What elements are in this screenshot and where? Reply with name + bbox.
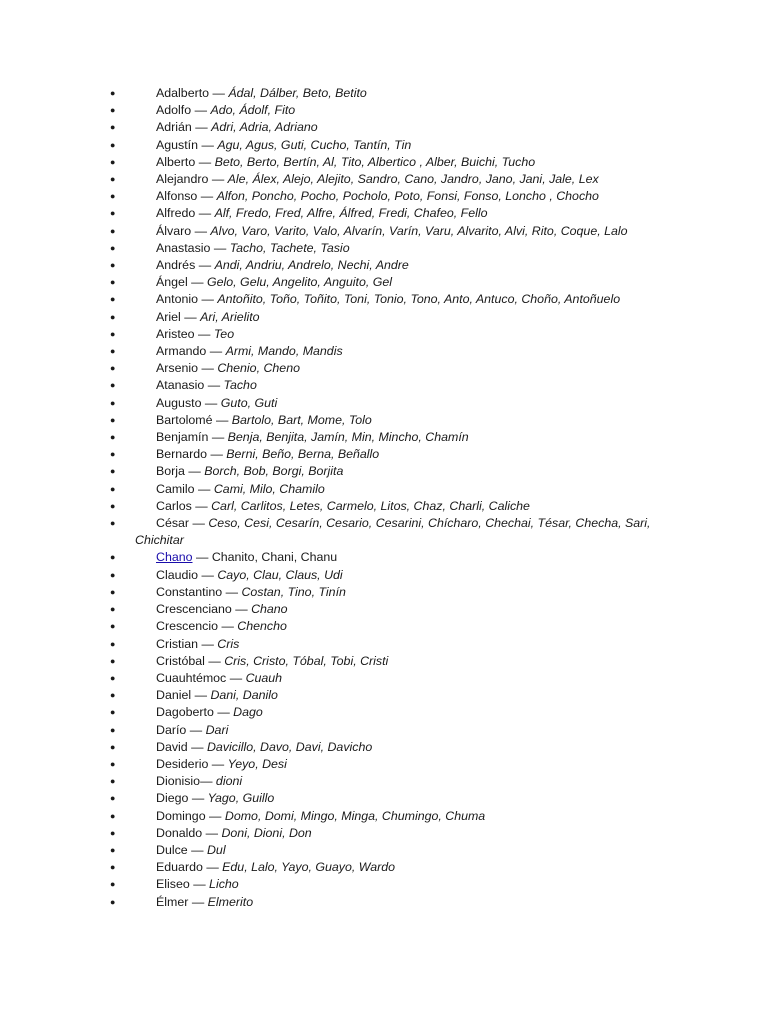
list-item (0, 859, 768, 876)
separator-dash: — (217, 705, 230, 720)
list-item (0, 188, 768, 205)
bullet-icon: ● (110, 397, 116, 408)
nickname-list-text: Dago (233, 705, 263, 720)
given-name: Dagoberto (156, 705, 214, 720)
nickname-list-text: Alf, Fredo, Fred, Alfre, Álfred, Fredi, Chafeo, Fello (214, 206, 488, 221)
separator-dash: — (211, 430, 225, 445)
given-name: Daniel (156, 688, 192, 703)
separator-dash: — (191, 739, 204, 754)
separator-dash: — (191, 791, 205, 806)
given-name: Augusto (156, 395, 202, 410)
separator-dash: — (198, 206, 212, 221)
bullet-icon: ● (110, 311, 116, 322)
separator-dash: — (229, 670, 243, 685)
given-name: Alfonso (156, 189, 198, 204)
nickname-list-text: dioni (215, 774, 243, 789)
nickname-list-text: Chanito, Chani, Chanu (211, 550, 338, 565)
separator-dash: — (201, 361, 214, 376)
bullet-icon: ● (110, 724, 116, 735)
given-name: Carlos (156, 498, 192, 513)
nickname-list-text: Tacho (223, 378, 257, 393)
bullet-icon: ● (110, 156, 116, 167)
bullet-icon: ● (110, 552, 116, 563)
nickname-list-text: Bartolo, Bart, Mome, Tolo (231, 412, 372, 427)
bullet-icon: ● (110, 844, 116, 855)
list-item (0, 154, 768, 171)
nickname-list-text: Gelo, Gelu, Angelito, Anguito, Gel (207, 275, 393, 290)
given-name: Claudio (156, 567, 199, 582)
separator-dash: — (200, 774, 213, 789)
bullet-icon: ● (110, 363, 116, 374)
separator-dash: — (194, 688, 207, 703)
separator-dash: — (195, 498, 208, 513)
given-name: Adalberto (156, 86, 210, 100)
separator-dash: — (198, 258, 212, 273)
separator-dash: — (201, 636, 214, 651)
given-name: Andrés (156, 258, 196, 273)
separator-dash: — (195, 120, 208, 135)
bullet-icon: ● (110, 346, 116, 357)
name-link[interactable]: Chano (156, 550, 193, 565)
separator-dash: — (194, 223, 207, 238)
bullet-icon: ● (110, 776, 116, 787)
list-item (0, 85, 768, 102)
list-item (0, 498, 768, 515)
nickname-list-text: Elmerito (207, 894, 254, 909)
list-item (0, 790, 768, 807)
nickname-list-text: Alvo, Varo, Varito, Valo, Alvarín, Varín, Varu, Alvarito, Alvi, Rito, Coque, Lalo (210, 223, 628, 238)
given-name: Desiderio (156, 756, 209, 771)
bullet-icon: ● (110, 638, 116, 649)
list-item (0, 601, 768, 618)
given-name: Alfredo (156, 206, 196, 221)
list-item (0, 274, 768, 291)
bullet-icon: ● (110, 655, 116, 666)
nickname-list-text: Ádal, Dálber, Beto, Betito (228, 86, 367, 100)
nickname-list-text: Cayo, Clau, Claus, Udi (217, 567, 343, 582)
separator-dash: — (200, 189, 214, 204)
list-item (0, 446, 768, 463)
given-name: Élmer (156, 894, 189, 909)
bullet-icon: ● (110, 225, 116, 236)
list-item (0, 670, 768, 687)
nickname-list-text: Beto, Berto, Bertín, Al, Tito, Albertico , Alber, Buichi, Tucho (214, 154, 536, 169)
separator-dash: — (211, 756, 225, 771)
nickname-list-text: Edu, Lalo, Yayo, Guayo, Wardo (222, 860, 396, 875)
separator-dash: — (191, 842, 204, 857)
list-item (0, 205, 768, 222)
given-name: Diego (156, 791, 189, 806)
given-name: Álvaro (156, 223, 192, 238)
nickname-list-text: Yeyo, Desi (227, 756, 287, 771)
nickname-list-text: Carl, Carlitos, Letes, Carmelo, Litos, Chaz, Charli, Caliche (211, 498, 530, 513)
separator-dash: — (198, 326, 211, 341)
list-item (0, 309, 768, 326)
list-item (0, 894, 768, 911)
nickname-list-text: Davicillo, Davo, Davi, Davicho (206, 739, 373, 754)
bullet-icon: ● (110, 414, 116, 425)
separator-dash: — (205, 825, 219, 840)
separator-dash: — (209, 808, 222, 823)
nickname-list-text: Alfon, Poncho, Pocho, Pocholo, Poto, Fonsi, Fonso, Loncho , Chocho (216, 189, 599, 204)
nickname-list-text: Dani, Danilo (210, 688, 278, 703)
list-item (0, 395, 768, 412)
nickname-list-text: Antoñito, Toño, Toñito, Toni, Tonio, Tono, Anto, Antuco, Choño, Antoñuelo (217, 292, 621, 307)
given-name: Donaldo (156, 825, 203, 840)
list-item (0, 119, 768, 136)
given-name: Cristóbal (156, 653, 205, 668)
given-name: Aristeo (156, 326, 195, 341)
given-name: Dionisio (156, 774, 201, 789)
list-item (0, 773, 768, 790)
bullet-icon: ● (110, 586, 116, 597)
list-item (0, 481, 768, 498)
given-name: Armando (156, 344, 207, 359)
nickname-list-text: Armi, Mando, Mandis (225, 344, 343, 359)
nickname-list-text: Agu, Agus, Guti, Cucho, Tantín, Tin (217, 137, 412, 152)
separator-dash: — (195, 550, 209, 565)
separator-dash: — (201, 292, 214, 307)
nickname-list-text: Costan, Tino, Tinín (241, 584, 346, 599)
bullet-icon: ● (110, 879, 116, 890)
bullet-icon: ● (110, 88, 116, 98)
bullet-icon: ● (110, 191, 116, 202)
given-name: Atanasio (156, 378, 205, 393)
bullet-icon: ● (110, 810, 116, 821)
list-item (0, 463, 768, 480)
list-item (0, 842, 768, 859)
bullet-icon: ● (110, 604, 116, 615)
list-item (0, 687, 768, 704)
nickname-list-text: Chano (251, 602, 288, 617)
nickname-list-text: Domo, Domi, Mingo, Minga, Chumingo, Chuma (224, 808, 486, 823)
separator-dash: — (208, 653, 221, 668)
list-item (0, 618, 768, 635)
bullet-icon: ● (110, 518, 116, 529)
bullet-icon: ● (110, 707, 116, 718)
given-name: Ángel (156, 275, 188, 290)
bullet-icon: ● (110, 242, 116, 253)
bullet-icon: ● (110, 896, 116, 907)
nickname-list-text: Borch, Bob, Borgi, Borjita (204, 464, 344, 479)
nickname-list-text: Chenio, Cheno (217, 361, 300, 376)
list-item (0, 653, 768, 670)
list-item (0, 722, 768, 739)
nickname-list-text: Ceso, Cesi, Cesarín, Cesario, Cesarini, Chícharo, Chechai, Tésar, Checha, Sari, Chichitar (135, 516, 651, 548)
given-name: Dulce (156, 842, 188, 857)
list-item (0, 360, 768, 377)
list-item (0, 171, 768, 188)
list-item (0, 102, 768, 119)
separator-dash: — (194, 103, 207, 118)
bullet-icon: ● (110, 827, 116, 838)
separator-dash: — (192, 516, 205, 531)
bullet-icon: ● (110, 328, 116, 339)
nickname-list-text: Ari, Arielito (200, 309, 260, 324)
nickname-list-text: Andi, Andriu, Andrelo, Nechi, Andre (214, 258, 409, 273)
bullet-icon: ● (110, 483, 116, 494)
list-item (0, 429, 768, 446)
separator-dash: — (221, 619, 234, 634)
list-item (0, 223, 768, 240)
list-item (0, 756, 768, 773)
bullet-icon: ● (110, 277, 116, 288)
given-name: David (156, 739, 188, 754)
bullet-icon: ● (110, 621, 116, 632)
list-item (0, 704, 768, 721)
list-item (0, 876, 768, 893)
given-name: Bernardo (156, 447, 207, 462)
bullet-icon: ● (110, 449, 116, 460)
list-item (0, 808, 768, 825)
given-name: Antonio (156, 292, 199, 307)
nickname-list-text: Tacho, Tachete, Tasio (229, 240, 350, 255)
given-name: Crescenciano (156, 602, 232, 617)
bullet-icon: ● (110, 758, 116, 769)
separator-dash: — (198, 154, 212, 169)
given-name: Arsenio (156, 361, 199, 376)
separator-dash: — (211, 172, 225, 187)
separator-dash: — (210, 447, 223, 462)
given-name: Darío (156, 722, 187, 737)
given-name: Alejandro (156, 172, 209, 187)
given-name: Camilo (156, 481, 195, 496)
given-name: Benjamín (156, 430, 209, 445)
nickname-list-text: Guto, Guti (220, 395, 278, 410)
list-item (0, 291, 768, 308)
list-item (0, 343, 768, 360)
bullet-icon: ● (110, 672, 116, 683)
list-item (0, 636, 768, 653)
given-name: César (156, 516, 190, 531)
separator-dash: — (225, 584, 238, 599)
bullet-icon: ● (110, 569, 116, 580)
separator-dash: — (215, 412, 229, 427)
nickname-list-text: Benja, Benjita, Jamín, Min, Mincho, Chamín (227, 430, 469, 445)
bullet-icon: ● (110, 793, 116, 804)
nickname-list (0, 85, 768, 911)
list-item (0, 137, 768, 154)
bullet-icon: ● (110, 174, 116, 185)
bullet-icon: ● (110, 862, 116, 873)
given-name: Constantino (156, 584, 223, 599)
nickname-list-text: Cami, Milo, Chamilo (213, 481, 325, 496)
separator-dash: — (206, 860, 219, 875)
bullet-icon: ● (110, 260, 116, 271)
list-item (0, 240, 768, 257)
given-name: Crescencio (156, 619, 218, 634)
list-item (0, 515, 768, 549)
given-name: Alberto (156, 154, 196, 169)
bullet-icon: ● (110, 380, 116, 391)
nickname-list-text: Adri, Adria, Adriano (211, 120, 318, 135)
separator-dash: — (198, 481, 211, 496)
nickname-list-text: Dari (205, 722, 229, 737)
separator-dash: — (213, 240, 227, 255)
nickname-list-text: Licho (209, 877, 239, 892)
nickname-list-text: Teo (213, 326, 235, 341)
bullet-icon: ● (110, 500, 116, 511)
nickname-list-text: Ado, Ádolf, Fito (210, 103, 296, 118)
given-name: Anastasio (156, 240, 211, 255)
bullet-icon: ● (110, 741, 116, 752)
list-item (0, 584, 768, 601)
separator-dash: — (235, 602, 248, 617)
separator-dash: — (189, 722, 203, 737)
given-name: Cuauhtémoc (156, 670, 227, 685)
bullet-icon: ● (110, 690, 116, 701)
given-name: Bartolomé (156, 412, 213, 427)
nickname-list-text: Dul (206, 842, 226, 857)
list-item (0, 257, 768, 274)
separator-dash: — (201, 567, 214, 582)
bullet-icon: ● (110, 466, 116, 477)
nickname-list-text: Doni, Dioni, Don (221, 825, 312, 840)
given-name: Eduardo (156, 860, 203, 875)
list-item (0, 739, 768, 756)
separator-dash: — (204, 395, 218, 410)
list-item (0, 825, 768, 842)
bullet-icon: ● (110, 122, 116, 133)
given-name: Cristian (156, 636, 198, 651)
nickname-list-text: Chencho (237, 619, 287, 634)
separator-dash: — (193, 877, 206, 892)
bullet-icon: ● (110, 208, 116, 219)
nickname-list-text: Cuauh (245, 670, 283, 685)
separator-dash: — (191, 894, 205, 909)
given-name: Agustín (156, 137, 199, 152)
separator-dash: — (201, 137, 214, 152)
given-name: Borja (156, 464, 185, 479)
list-item (0, 377, 768, 394)
list-item (0, 567, 768, 584)
list-item (0, 412, 768, 429)
nickname-list-text: Ale, Álex, Alejo, Alejito, Sandro, Cano, Jandro, Jano, Jani, Jale, Lex (227, 172, 599, 187)
list-item (0, 549, 768, 566)
list-item (0, 326, 768, 343)
bullet-icon: ● (110, 294, 116, 305)
separator-dash: — (212, 86, 225, 100)
separator-dash: — (188, 464, 201, 479)
document-page (0, 85, 768, 911)
bullet-icon: ● (110, 139, 116, 150)
given-name: Eliseo (156, 877, 190, 892)
separator-dash: — (209, 344, 223, 359)
nickname-list-text: Cris (217, 636, 240, 651)
nickname-list-text: Cris, Cristo, Tóbal, Tobi, Cristi (224, 653, 389, 668)
separator-dash: — (184, 309, 197, 324)
bullet-icon: ● (110, 105, 116, 116)
given-name: Ariel (156, 309, 181, 324)
given-name: Domingo (156, 808, 206, 823)
given-name: Adolfo (156, 103, 192, 118)
separator-dash: — (191, 275, 204, 290)
bullet-icon: ● (110, 432, 116, 443)
given-name: Adrián (156, 120, 192, 135)
nickname-list-text: Yago, Guillo (207, 791, 275, 806)
separator-dash: — (207, 378, 221, 393)
nickname-list-text: Berni, Beño, Berna, Beñallo (226, 447, 380, 462)
